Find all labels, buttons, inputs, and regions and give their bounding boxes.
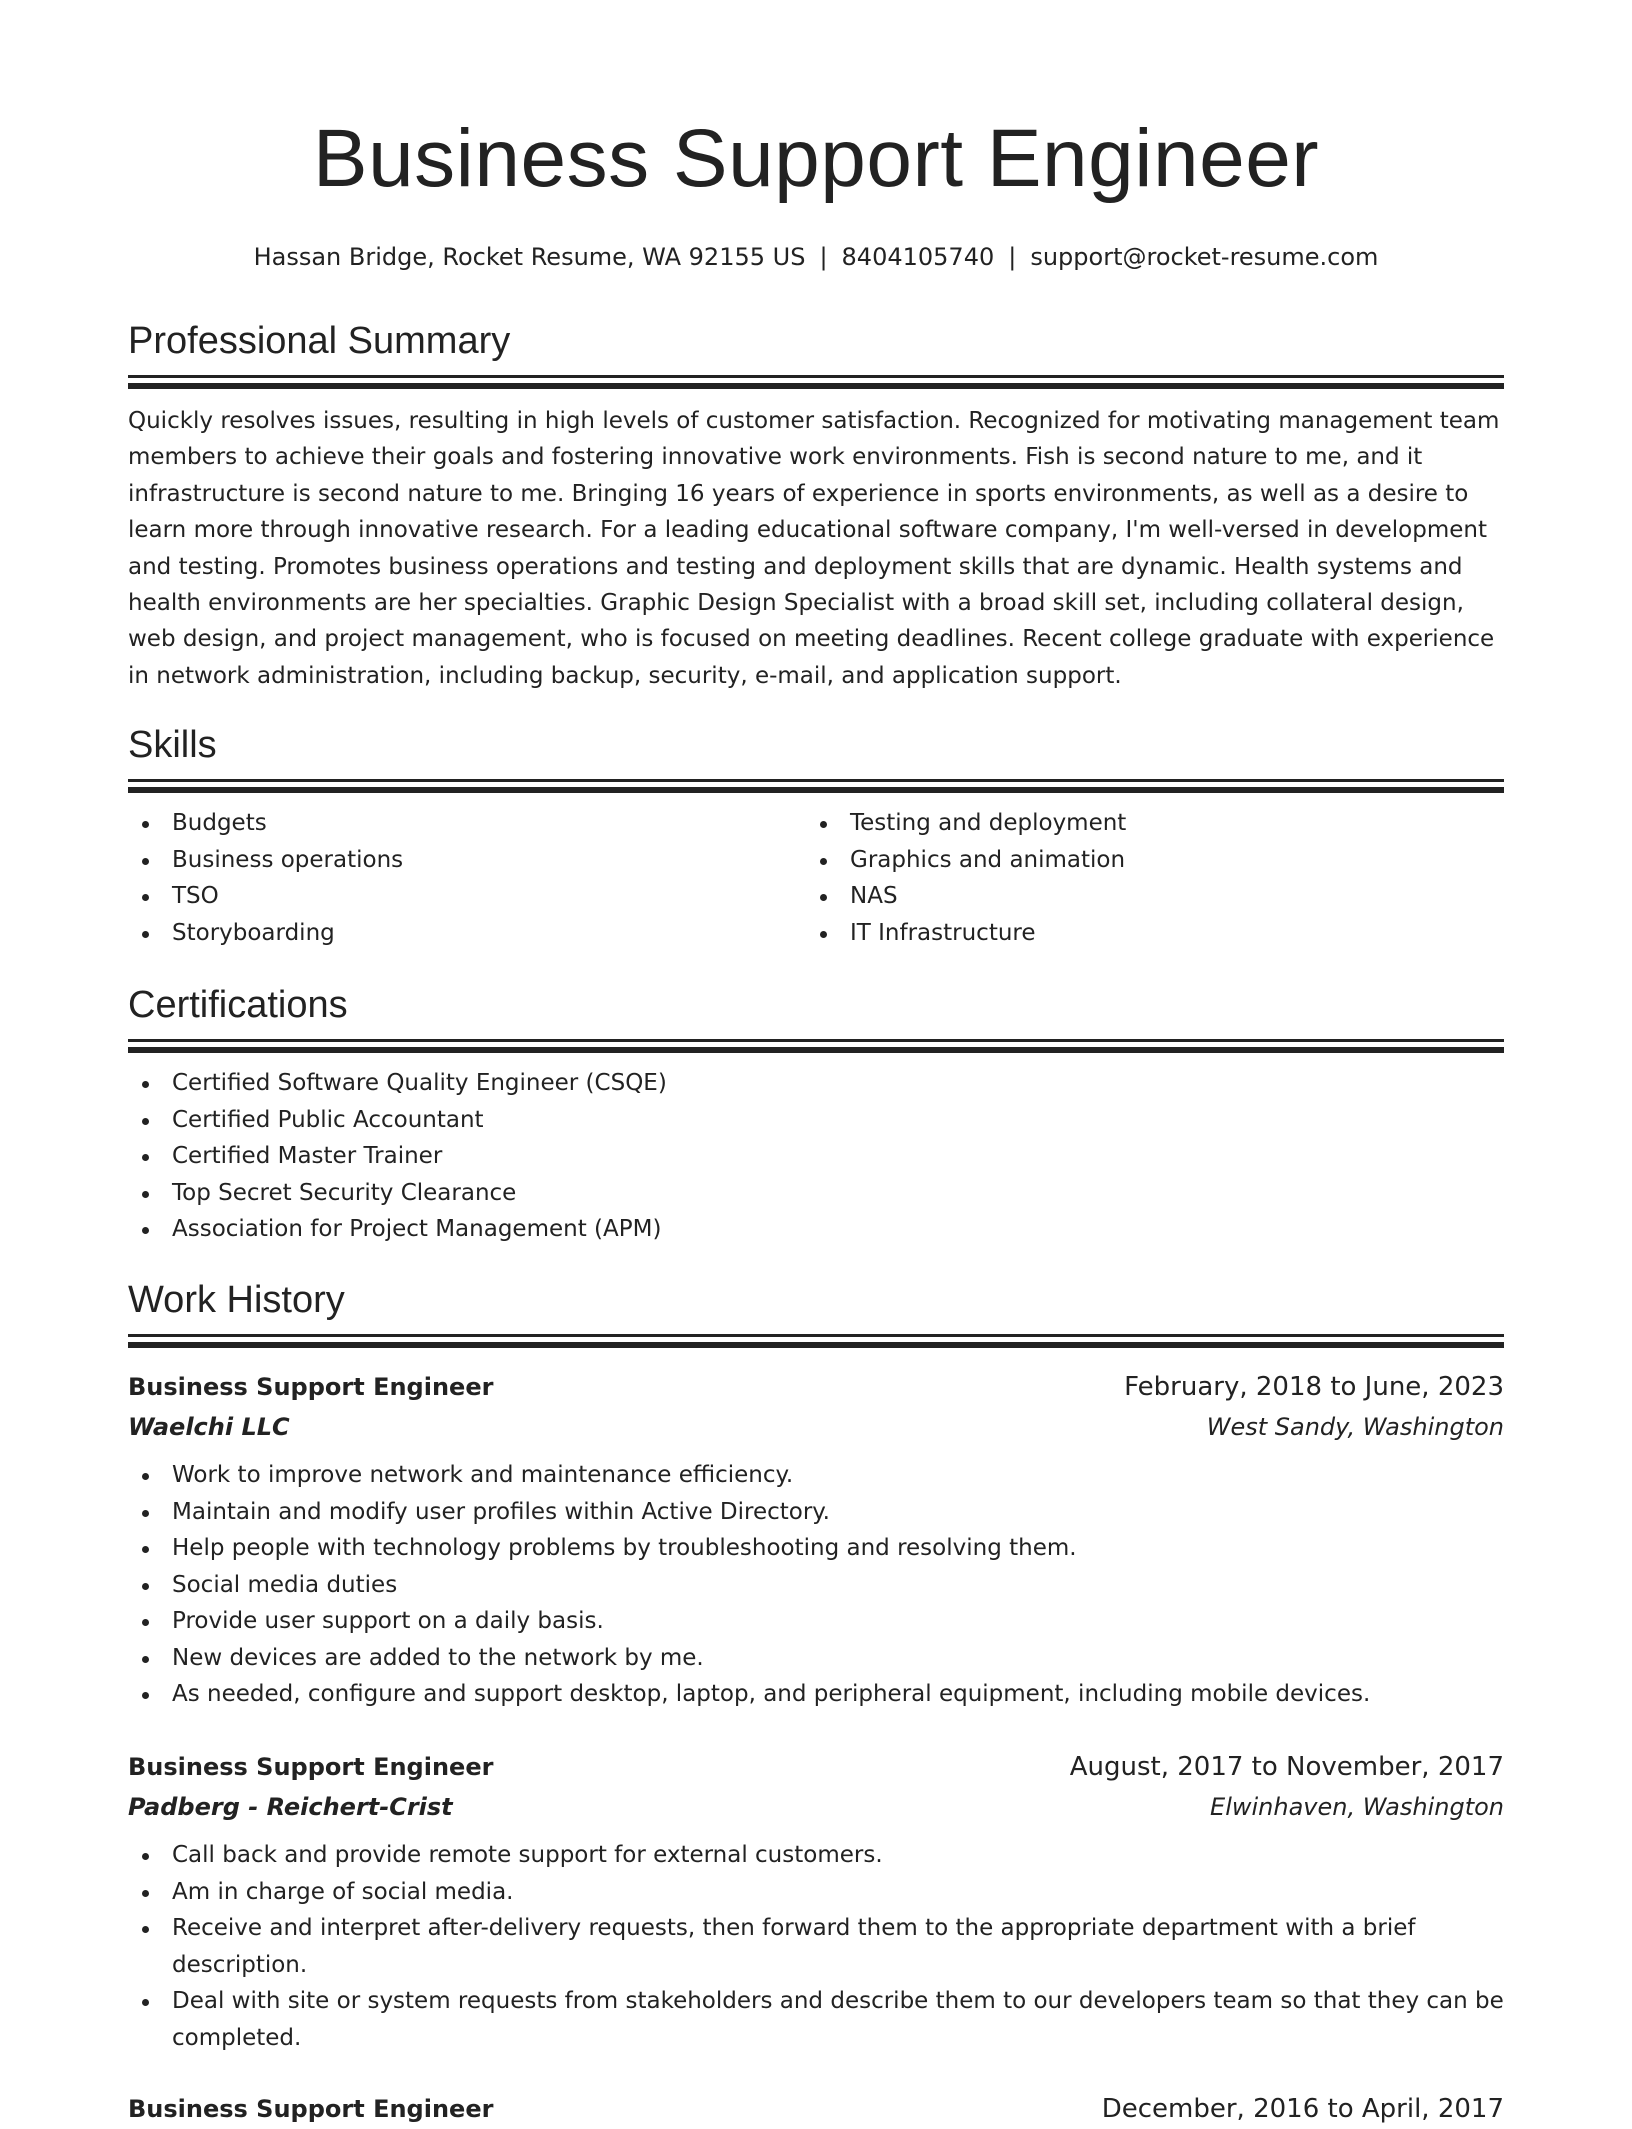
job-duty-text: Maintain and modify user profiles within Active Directory.	[172, 1498, 830, 1525]
job-duty-item	[128, 1530, 1504, 1567]
job-title: Business Support Engineer	[128, 2095, 494, 2123]
section-divider	[128, 375, 1504, 378]
job-entry	[128, 1747, 1504, 2056]
job-header-row	[128, 2089, 1504, 2129]
bullet-icon	[142, 1999, 149, 2006]
job-duty-text: As needed, configure and support desktop, laptop, and peripheral equipment, including mobile devices.	[172, 1681, 1371, 1707]
section-divider	[128, 779, 1504, 782]
certifications-list	[128, 1065, 1504, 1248]
certification-item	[128, 1065, 1504, 1102]
bullet-icon	[820, 821, 827, 828]
section-divider	[128, 1334, 1504, 1337]
skill-item	[806, 915, 1484, 952]
job-dates: December, 2016 to April, 2017	[1101, 2094, 1504, 2124]
bullet-icon	[142, 1546, 149, 1553]
job-location: Elwinhaven, Washington	[1210, 1793, 1504, 1821]
job-duty-text: Provide user support on a daily basis.	[172, 1608, 604, 1634]
certification-label: Top Secret Security Clearance	[172, 1179, 517, 1206]
bullet-icon	[142, 1926, 149, 1933]
job-entry	[128, 1367, 1504, 1713]
contact-address: Hassan Bridge, Rocket Resume, WA 92155 US	[253, 243, 806, 271]
job-duty-item	[128, 1567, 1504, 1604]
section-divider	[128, 1342, 1504, 1348]
skill-item	[128, 878, 806, 915]
contact-separator: |	[1008, 243, 1017, 271]
job-duty-item	[128, 1874, 1504, 1911]
bullet-icon	[142, 1692, 149, 1699]
work-history-section	[128, 1276, 1504, 1348]
job-duty-item	[128, 1983, 1504, 2056]
certification-label: Certified Software Quality Engineer (CSQE)	[172, 1070, 667, 1096]
job-dates: August, 2017 to November, 2017	[1069, 1752, 1504, 1782]
skill-label: Storyboarding	[172, 919, 335, 946]
job-company: Padberg - Reichert-Crist	[128, 1793, 453, 1821]
job-duty-text: Deal with site or system requests from stakeholders and describe them to our developers team so that they can be completed.	[172, 1988, 1504, 2051]
job-duty-item	[128, 1640, 1504, 1677]
skill-item	[128, 842, 806, 879]
summary-section	[128, 317, 1504, 694]
bullet-icon	[142, 1890, 149, 1897]
job-title: Business Support Engineer	[128, 1753, 494, 1781]
section-divider	[128, 383, 1504, 389]
skill-label: IT Infrastructure	[850, 919, 1036, 946]
contact-separator: |	[819, 243, 828, 271]
section-divider	[128, 1047, 1504, 1053]
skill-label: Business operations	[172, 846, 404, 873]
section-heading-skills: Skills	[128, 724, 217, 766]
resume-title: Business Support Engineer	[312, 113, 1320, 204]
job-duty-text: Am in charge of social media.	[172, 1878, 514, 1905]
skills-columns	[128, 793, 1504, 951]
skills-list-right	[806, 805, 1484, 951]
skills-list-left	[128, 805, 806, 951]
certifications-section	[128, 981, 1504, 1248]
certification-item	[128, 1211, 1504, 1248]
section-heading-work-history: Work History	[128, 1279, 345, 1321]
summary-text: Quickly resolves issues, resulting in high levels of customer satisfaction. Recognized for motivating management team members to achieve their goals and fostering innovative work environments. Fish is second nature to me, and it infrastructure is second nature to me. Bringing 16 years of experience in sports environments, as well as a desire to learn more through innovative research. For a leading educational software company, I'm well-versed in development and testing. Promotes business operations and testing and deployment skills that are dynamic. Health systems and health environments are her specialties. Graphic Design Specialist with a broad skill set, including collateral design, web design, and project management, who is focused on meeting deadlines. Recent college graduate with experience in network administration, including backup, security, e-mail, and application support.	[128, 408, 1500, 689]
bullet-icon	[142, 931, 149, 938]
bullet-icon	[142, 821, 149, 828]
certification-label: Certified Master Trainer	[172, 1143, 443, 1169]
skill-label: TSO	[172, 883, 219, 909]
skill-label: Testing and deployment	[850, 810, 1127, 836]
job-duty-text: Social media duties	[172, 1571, 398, 1598]
bullet-icon	[820, 931, 827, 938]
bullet-icon	[142, 1853, 149, 1860]
job-duty-item	[128, 1910, 1504, 1983]
bullet-icon	[142, 1191, 149, 1198]
job-duty-item	[128, 1837, 1504, 1874]
bullet-icon	[142, 1118, 149, 1125]
skill-item	[806, 805, 1484, 842]
bullet-icon	[820, 858, 827, 865]
skill-item	[128, 805, 806, 842]
job-duty-item	[128, 1676, 1504, 1713]
job-title: Business Support Engineer	[128, 1373, 494, 1401]
bullet-icon	[142, 1227, 149, 1234]
job-duty-item	[128, 1494, 1504, 1531]
job-entry	[128, 2089, 1504, 2129]
skill-item	[128, 915, 806, 952]
job-company: Waelchi LLC	[128, 1413, 290, 1441]
job-duty-text: Call back and provide remote support for external customers.	[172, 1842, 883, 1868]
certification-item	[128, 1102, 1504, 1139]
job-dates: February, 2018 to June, 2023	[1124, 1372, 1504, 1402]
job-duty-text: Work to improve network and maintenance efficiency.	[172, 1462, 794, 1488]
bullet-icon	[142, 894, 149, 901]
bullet-icon	[142, 1510, 149, 1517]
skills-section	[128, 721, 1504, 951]
job-duties-list	[128, 1457, 1504, 1713]
bullet-icon	[820, 894, 827, 901]
job-duty-item	[128, 1457, 1504, 1494]
job-header-row	[128, 1367, 1504, 1407]
job-duty-text: New devices are added to the network by me.	[172, 1644, 704, 1671]
bullet-icon	[142, 1081, 149, 1088]
bullet-icon	[142, 858, 149, 865]
certification-item	[128, 1138, 1504, 1175]
contact-email[interactable]: support@rocket-resume.com	[1030, 243, 1379, 271]
contact-line	[128, 240, 1504, 274]
job-location: West Sandy, Washington	[1206, 1413, 1504, 1441]
bullet-icon	[142, 1619, 149, 1626]
skill-item	[806, 878, 1484, 915]
section-divider	[128, 1039, 1504, 1042]
skill-item	[806, 842, 1484, 879]
skill-label: Graphics and animation	[850, 846, 1126, 873]
certification-label: Certified Public Accountant	[172, 1106, 484, 1133]
certification-label: Association for Project Management (APM)	[172, 1216, 662, 1242]
job-header-row	[128, 1747, 1504, 1787]
skill-label: Budgets	[172, 810, 267, 836]
section-heading-certifications: Certifications	[128, 984, 348, 1026]
bullet-icon	[142, 1473, 149, 1480]
job-duties-list	[128, 1837, 1504, 2056]
bullet-icon	[142, 1656, 149, 1663]
contact-phone: 8404105740	[841, 243, 995, 271]
job-duty-text: Receive and interpret after-delivery requests, then forward them to the appropriate department with a brief description.	[172, 1915, 1416, 1978]
job-duty-text: Help people with technology problems by troubleshooting and resolving them.	[172, 1535, 1077, 1561]
section-heading-summary: Professional Summary	[128, 320, 511, 362]
job-company-row	[128, 1407, 1504, 1447]
bullet-icon	[142, 1583, 149, 1590]
job-company-row	[128, 1787, 1504, 1827]
job-duty-item	[128, 1603, 1504, 1640]
skill-label: NAS	[850, 883, 898, 909]
certification-item	[128, 1175, 1504, 1212]
bullet-icon	[142, 1154, 149, 1161]
